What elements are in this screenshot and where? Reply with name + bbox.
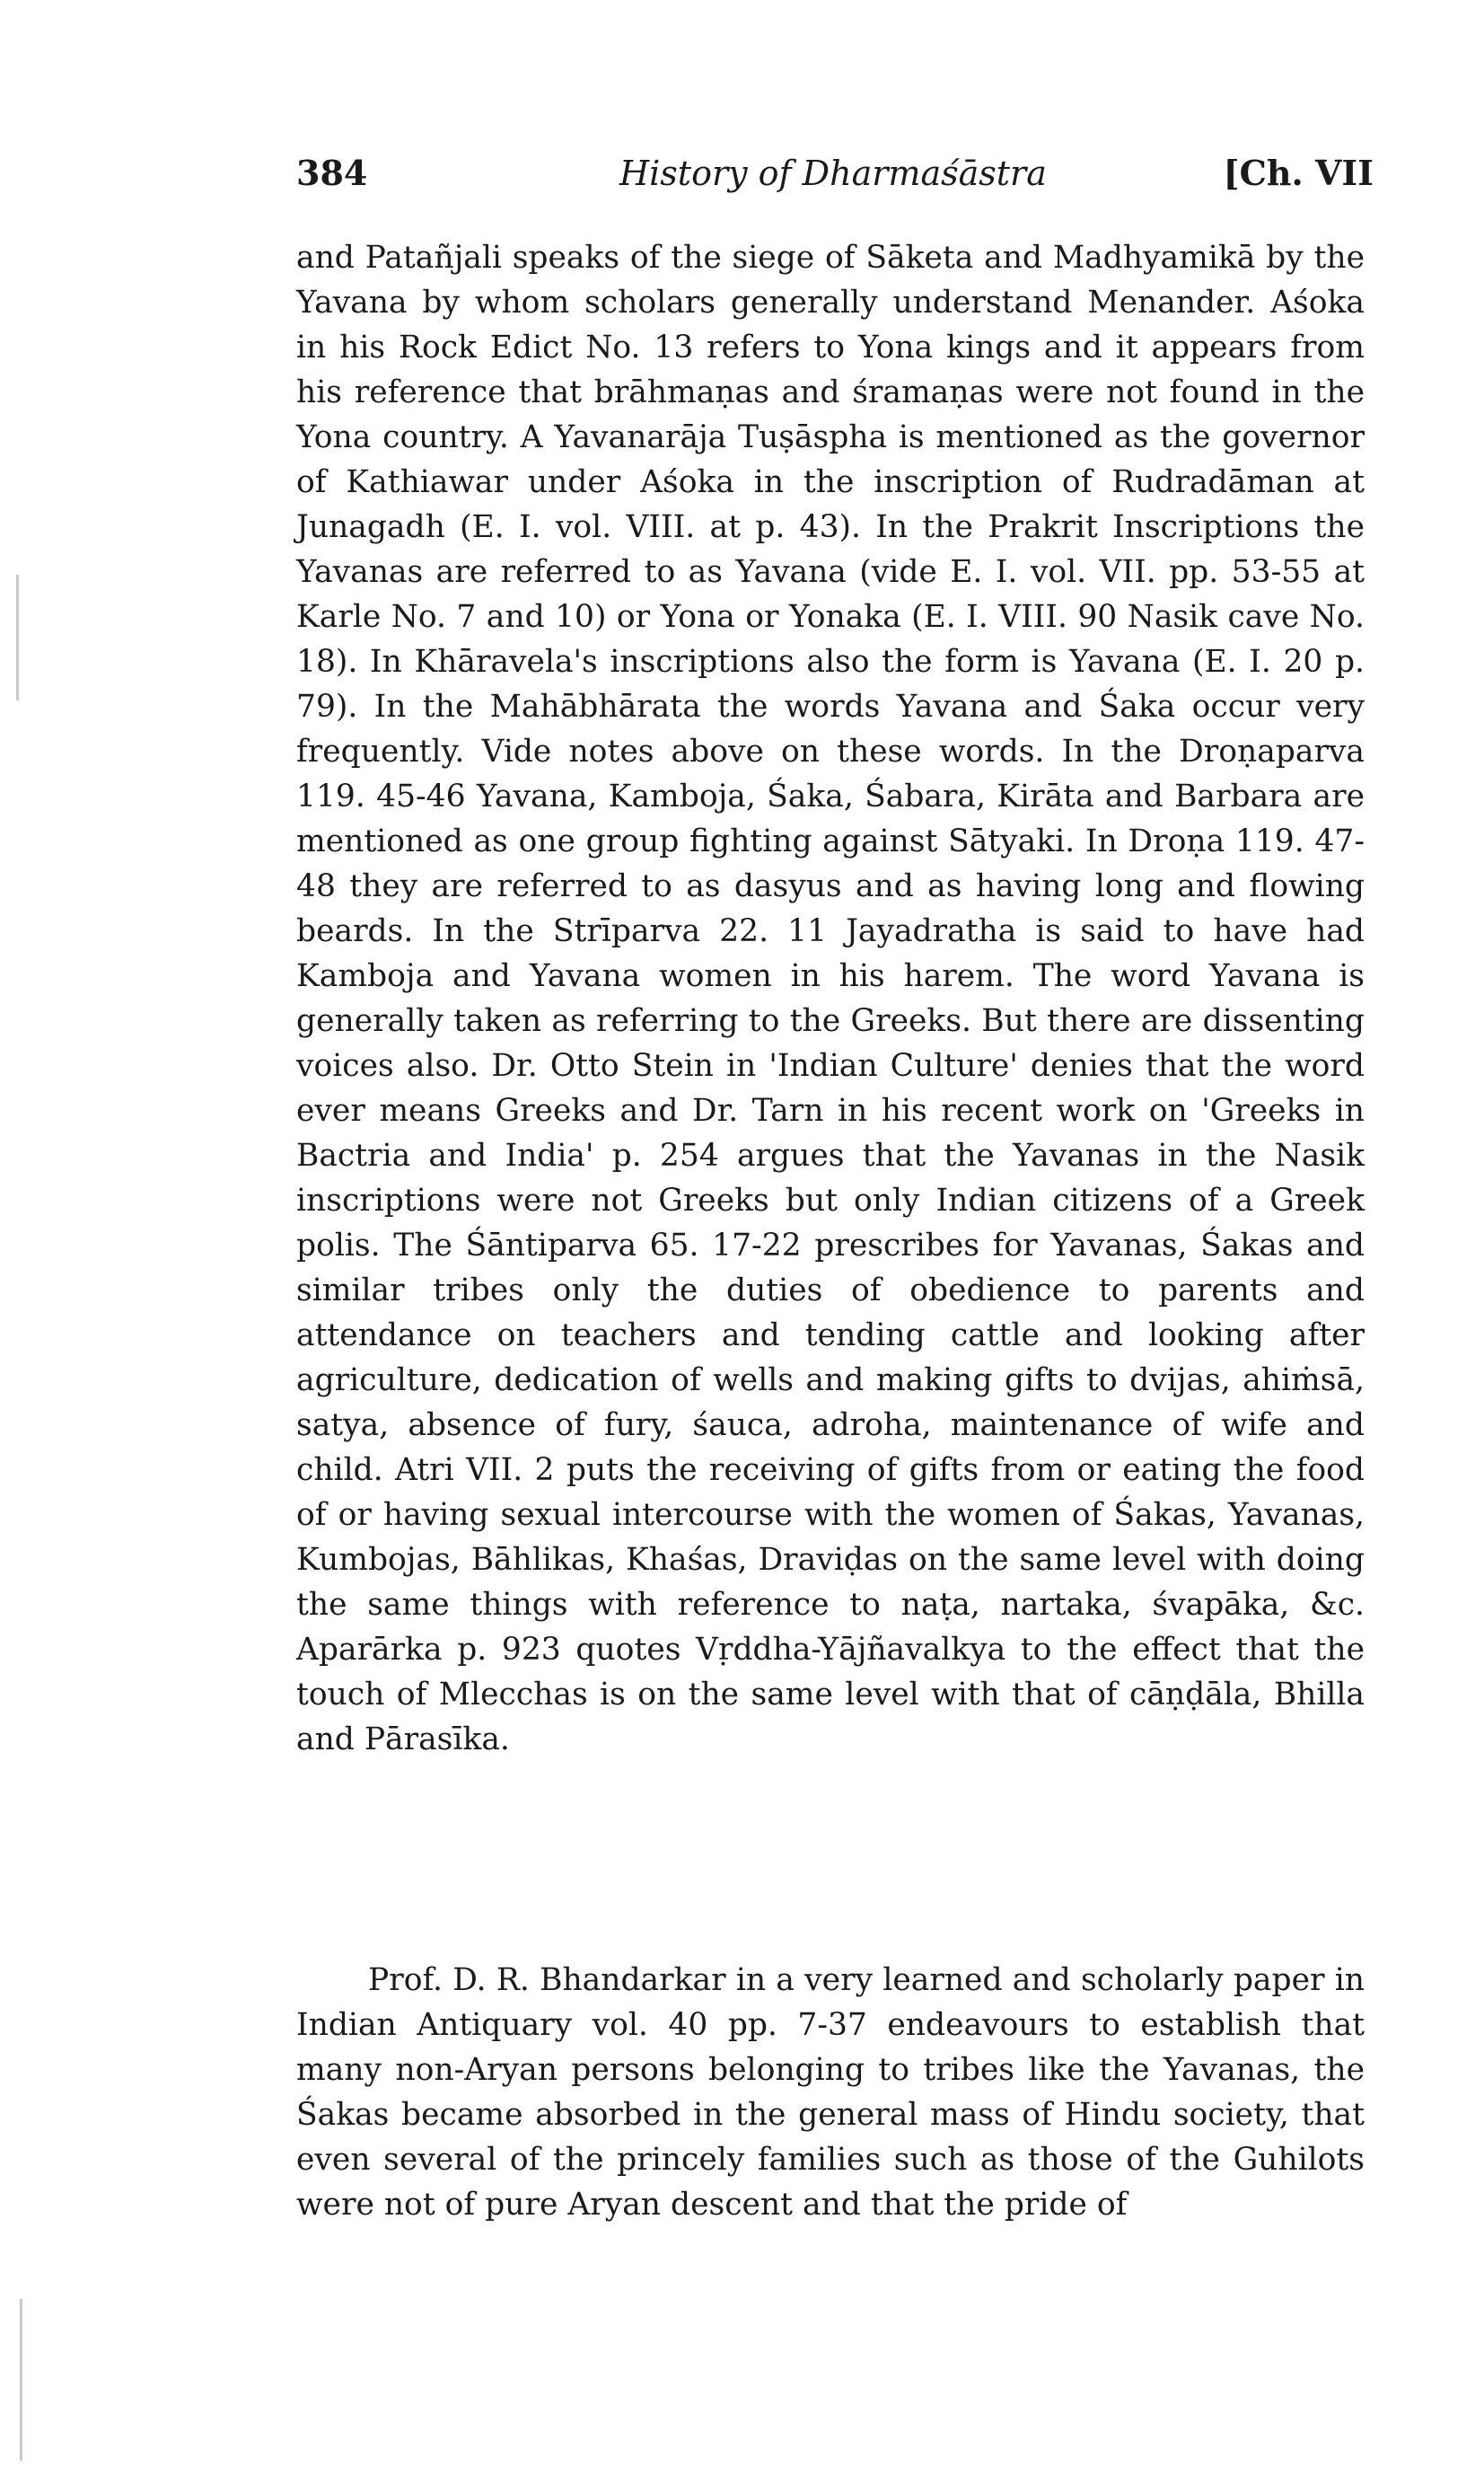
page-number: 384 [296,153,368,193]
scan-margin-mark [20,2299,22,2461]
running-head [296,151,1374,196]
body-paragraph: and Patañjali speaks of the siege of Sāketa and Madhyamikā by the Yavana by whom scholars generally understand Menander. Aśoka in his Rock Edict No. 13 refers to Yona kings and it appears from his reference that brāhmaṇas and śramaṇas were not found in the Yona country. A Yavanarāja Tuṣāspha is mentioned as the governor of Kathiawar under Aśoka in the inscription of Rudradāman at Junagadh (E. I. vol. VIII. at p. 43). In the Prakrit Inscriptions the Yavanas are referred to as Yavana (vide E. I. vol. VII. pp. 53-55 at Karle No. 7 and 10) or Yona or Yonaka (E. I. VIII. 90 Nasik cave No. 18). In Khāravela's inscriptions also the form is Yavana (E. I. 20 p. 79). In the Mahābhārata the words Yavana and Śaka occur very frequently. Vide notes above on these words. In the Droṇaparva 119. 45-46 Yavana, Kamboja, Śaka, Śabara, Kirāta and Barbara are mentioned as one group fighting against Sātyaki. In Droṇa 119. 47-48 they are referred to as dasyus and as having long and flowing beards. In the Strīparva 22. 11 Jayadratha is said to have had Kamboja and Yavana women in his harem. The word Yavana is generally taken as referring to the Greeks. But there are dissenting voices also. Dr. Otto Stein in 'Indian Culture' denies that the word ever means Greeks and Dr. Tarn in his recent work on 'Greeks in Bactria and India' p. 254 argues that the Yavanas in the Nasik inscriptions were not Greeks but only Indian citizens of a Greek polis. The Śāntiparva 65. 17-22 prescribes for Yavanas, Śakas and similar tribes only the duties of obedience to parents and attendance on teachers and tending cattle and looking after agriculture, dedication of wells and making gifts to dvijas, ahiṁsā, satya, absence of fury, śauca, adroha, maintenance of wife and child. Atri VII. 2 puts the receiving of gifts from or eating the food of or having sexual intercourse with the women of Śakas, Yavanas, Kumbojas, Bāhlikas, Khaśas, Draviḍas on the same level with doing the same things with reference to naṭa, nartaka, śvapāka, &c. Aparārka p. 923 quotes Vṛddha-Yājñavalkya to the effect that the touch of Mlecchas is on the same level with that of cāṇḍāla, Bhilla and Pārasīka. [296,240,1365,1757]
running-title: History of Dharmaśāstra [619,154,1047,193]
chapter-label: [Ch. VII [1223,153,1374,193]
scan-margin-mark [16,575,19,700]
body-paragraph: Prof. D. R. Bhandarkar in a very learned and scholarly paper in Indian Antiquary vol. 40 pp. 7-37 endeavours to establish that many non-Aryan persons belonging to tribes like the Yavanas, the Śakas became absorbed in the general mass of Hindu society, that even several of the princely families such as those of the Guhilots were not of pure Aryan descent and that the pride of [296,1962,1365,2223]
